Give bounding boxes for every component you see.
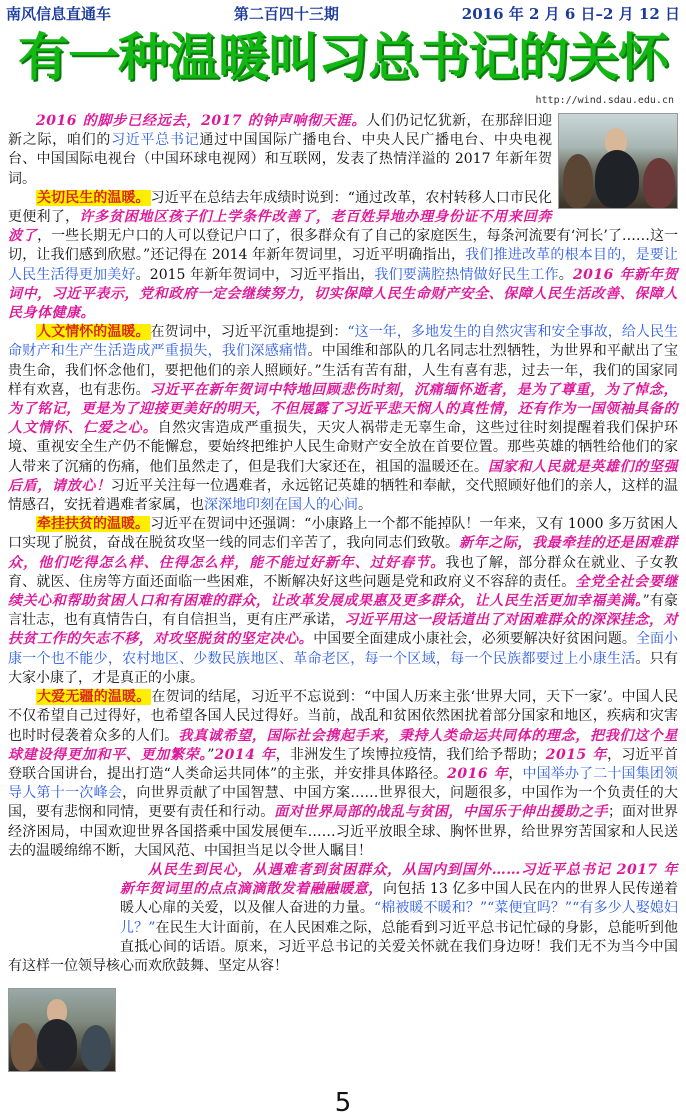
world-text-4: ，习近平首登联合国讲台，提出打造“人类命运共同体”的主张，并安排具体路径。 xyxy=(8,746,679,782)
poverty-text-5: 。只有大家小康了，才是真正的小康。 xyxy=(8,650,679,686)
livelihood-text-4: 。 xyxy=(558,266,573,283)
page-title: 有一种温暖叫习总书记的关怀 xyxy=(17,29,668,88)
world-text-5: ， xyxy=(508,765,523,782)
paragraph-poverty xyxy=(8,515,678,688)
issue-number: 第二百四十三期 xyxy=(233,4,339,23)
world-text-1: 在贺词的结尾，习近平不忘说到：“中国人历来主张‘世界大同，天下一家’。中国人民不仅希望自己过得好，也希望各国人民过得好。当前，战乱和贫困依然困扰着部分国家和地区，疾病和灾害也时时侵袭着众多的人们。 xyxy=(8,689,679,744)
poverty-text-3: ”有豪言壮志，也有真情告白，有自信担当，更有庄严承诺， xyxy=(8,593,678,629)
world-pink-1: 我真诚希望，国际社会携起手来，秉持人类命运共同体的理念，把我们这个星球建设得更加和平、更加繁荣。 xyxy=(8,727,679,763)
world-text-3: ，非洲发生了埃博拉疫情，我们给予帮助； xyxy=(275,746,546,763)
world-text-6: ，向世界贡献了中国智慧、中国方案……世界很大，问题很多，中国作为一个负责任的大国，要有悲悯和同情，更要有责任和行动。 xyxy=(8,785,679,821)
poverty-text-2: 我也了解，部分群众在就业、子女教育、就医、住房等方面还面临一些困难，不断解决好这些问题是党和政府义不容辞的责任。 xyxy=(8,554,679,590)
humanity-text-4: 习近平关注每一位遇难者，永远铭记英雄的牺牲和奉献，交代照顾好他们的亲人，这样的温情感召，安抚着遇难者家属，也 xyxy=(8,477,679,514)
world-text-2: ” xyxy=(207,746,215,763)
humanity-blue-2: 深深地印刻在国人的心间 xyxy=(204,497,358,514)
livelihood-text-2: ，一些长期无户口的人可以登记户口了，很多群众有了自己的家庭医生，每条河流要有‘河长’了……这一切，让我们感到欣慰。”还记得在 2014 年新年贺词里，习近平明确指出， xyxy=(8,228,678,264)
world-pink-3: 2015 年 xyxy=(545,746,608,763)
intro-text-2: 通过中国国际广播电台、中央人民广播电台、中央电视台、中国国际电视台（中国环球电视网）和互联网，发表了热情洋溢的 2017 年新年贺词。 xyxy=(8,132,553,187)
humanity-text-1: 在贺词中，习近平沉重地提到： xyxy=(150,324,348,341)
poverty-pink-2: 全党全社会要继续关心和帮助贫困人口和有困难的群众，让改革发展成果惠及更多群众，让人民生活更加幸福美满。 xyxy=(8,573,678,610)
humanity-pink-2: 国家和人民就是英雄们的坚强后盾，请放心！ xyxy=(8,458,679,494)
livelihood-text-1: 习近平在总结去年成绩时说到：“通过改革，农村转移人口市民化更便利了， xyxy=(8,189,553,226)
world-pink-2: 2014 年 xyxy=(214,746,276,763)
intro-name: 习近平总书记 xyxy=(111,132,200,149)
world-blue-1: 中国举办了二十国集团领导人第十一次峰会 xyxy=(8,765,679,802)
conclusion-text-2: 在民生大计面前，在人民困难之际，总能看到习近平总书记忙碌的身影，总能听到他直抵心间的话语。原来，习近平总书记的关爱关怀就在我们身边呀！我们无不为当今中国有这样一位领导核心而欢欣鼓舞、坚定从容！ xyxy=(8,919,678,974)
livelihood-blue-1: 我们推进改革的根本目的，是要让人民生活得更加美好 xyxy=(8,247,679,283)
humanity-text-5: 。 xyxy=(358,497,372,514)
world-pink-5: 面对世界局部的战乱与贫困，中国乐于伸出援助之手 xyxy=(274,804,608,821)
paragraph-humanity xyxy=(8,323,678,515)
intro-lead: 2016 的脚步已经远去，2017 的钟声响彻天涯。 xyxy=(36,113,367,129)
poverty-pink-1: 新年之际，我最牵挂的还是困难群众，他们吃得怎么样、住得怎么样，能不能过好新年、过好春节。 xyxy=(8,535,679,571)
paragraph-world xyxy=(8,688,678,861)
humanity-text-3: 自然灾害造成严重损失，天灾人祸带走无辜生命，这些过往时刻提醒着我们保护环境、重视安全生产仍不能懈怠，要始终把维护人民生命财产安全放在首要位置。那些英雄的牺牲给他们的家人带来了沉痛的伤痛，他们虽然走了，但是我们大家还在，祖国的温暖还在。 xyxy=(8,420,679,475)
section-head-humanity: 人文情怀的温暖。 xyxy=(37,324,150,341)
poverty-blue-1: 全面小康一个也不能少，农村地区、少数民族地区、革命老区，每一个区域，每一个民族都要过上小康生活 xyxy=(8,631,679,667)
conclusion-text-1: 向包括 13 亿多中国人民在内的世界人民传递着暖人心扉的关爱，以及催人奋进的力量。 xyxy=(120,881,678,917)
source-url[interactable]: http://wind.sdau.edu.cn xyxy=(535,95,674,106)
humanity-pink-1: 习近平在新年贺词中特地回顾悲伤时刻，沉痛缅怀逝者，是为了尊重，为了悼念，为了铭记，更是为了迎接更美好的明天，不但展露了习近平悲天悯人的真性情，还有作为一国领袖具备的人文情怀、仁爱之心。 xyxy=(8,381,679,437)
conclusion-pink-1: 从民生到民心，从遇难者到贫困群众，从国内到国外……习近平总书记 2017 年新年贺词里的点点滴滴散发着融融暖意， xyxy=(120,861,678,898)
newsletter-name: 南风信息直通车 xyxy=(6,4,112,23)
world-text-7: ；面对世界经济困局，中国欢迎世界各国搭乘中国发展便车……习近平放眼全球、胸怀世界，给世界穷苦国家和人民送去的温暖绵绵不断，大国风范、中国担当足以令世人瞩目！ xyxy=(8,804,679,859)
section-head-livelihood: 关切民生的温暖。 xyxy=(37,189,150,206)
livelihood-blue-2: 我们要满腔热情做好民生工作 xyxy=(374,266,559,283)
photo-top-spacer xyxy=(552,112,678,212)
humanity-blue-1: “这一年，多地发生的自然灾害和安全事故，给人民生命财产和生产生活造成严重损失，我们深感痛惜 xyxy=(8,324,679,360)
conclusion-blue-1: “棉被暖不暖和？”“菜便宜吗？”“有多少人娶媳妇儿？” xyxy=(120,900,679,936)
livelihood-text-3: 。2015 年新年贺词中，习近平指出， xyxy=(135,266,375,283)
poverty-text-1: 习近平在贺词中还强调：“小康路上一个都不能掉队！一年来，又有 1000 多万贫困人口实现了脱贫，奋战在脱贫攻坚一线的同志们辛苦了，我向同志们致敬。 xyxy=(8,516,679,552)
poverty-pink-3: 习近平用这一段话道出了对困难群众的深深挂念，对扶贫工作的矢志不移，对攻坚脱贫的坚定决心。 xyxy=(8,612,679,648)
humanity-text-2: 。中国维和部队的几名同志壮烈牺牲，为世界和平献出了宝贵生命，我们怀念他们，要把他们的亲人照顾好。”生活有苦有甜，人生有喜有悲，过去一年，我们的国家同样有欢喜，也有悲伤。 xyxy=(8,343,679,398)
section-head-poverty: 牵挂扶贫的温暖。 xyxy=(37,516,150,533)
issue-date-range: 2016 年 2 月 6 日–2 月 12 日 xyxy=(461,4,680,23)
newsletter-header xyxy=(6,2,680,24)
livelihood-pink-1: 许多贫困地区孩子们上学条件改善了，老百姓异地办理身份证不用来回奔波了 xyxy=(8,209,552,245)
photo-bottom-spacer xyxy=(8,861,120,947)
article-body xyxy=(8,112,678,1088)
world-pink-4: 2016 年 xyxy=(447,765,509,782)
livelihood-pink-2: 2016 年新年贺词中，习近平表示，党和政府一定会继续努力，切实保障人民生命财产安全、保障人民生活改善、保障人民身体健康。 xyxy=(8,266,678,322)
poverty-text-4: 中国要全面建成小康社会，必须要解决好贫困问题。 xyxy=(313,631,636,648)
page-number: 5 xyxy=(334,1088,352,1118)
intro-text-1: 人们仍记忆犹新，在那辞旧迎新之际，咱们的 xyxy=(8,113,552,149)
section-head-world: 大爱无疆的温暖。 xyxy=(37,689,151,706)
